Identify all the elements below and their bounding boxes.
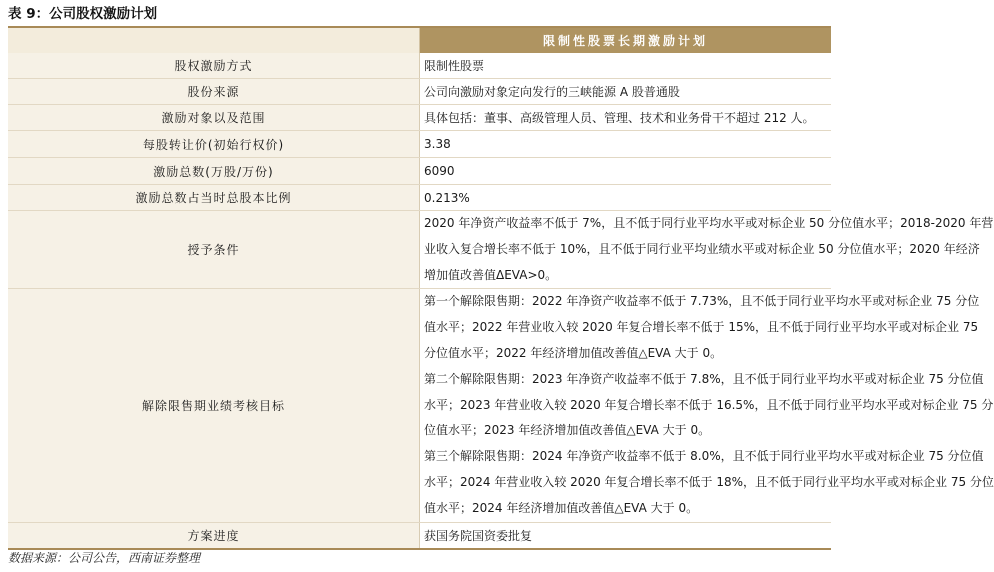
value-line: 位值水平；2023 年经济增加值改善值△EVA 大于 0。 <box>424 423 711 438</box>
value-line: 2020 年净资产收益率不低于 7%，且不低于同行业平均水平或对标企业 50 分位值水平；2018-2020 年营 <box>424 216 994 230</box>
row-value: 3.38 <box>420 131 832 158</box>
value-line: 第一个解除限售期：2022 年净资产收益率不低于 7.73%，且不低于同行业平均水平或对标企业 75 分位 <box>424 294 980 309</box>
value-line: 值水平；2024 年经济增加值改善值△EVA 大于 0。 <box>424 500 699 515</box>
row-label: 激励总数占当时总股本比例 <box>8 185 420 211</box>
row-value: 公司向激励对象定向发行的三峡能源 A 股普通股 <box>420 79 832 105</box>
table-header: 限制性股票长期激励计划 <box>420 28 832 53</box>
row-value: 获国务院国资委批复 <box>420 522 832 549</box>
table-row <box>8 158 831 185</box>
value-line: 增加值改善值ΔEVA>0。 <box>424 267 558 282</box>
header-blank-cell <box>8 28 420 53</box>
value-line: 水平；2023 年营业收入较 2020 年复合增长率不低于 16.5%，且不低于同行业平均水平或对标企业 75 分 <box>424 397 994 412</box>
row-label: 每股转让价(初始行权价) <box>8 131 420 158</box>
value-line: 第二个解除限售期：2023 年净资产收益率不低于 7.8%，且不低于同行业平均水平或对标企业 75 分位值 <box>424 371 984 386</box>
row-value <box>420 289 994 522</box>
row-label: 授予条件 <box>8 211 420 289</box>
incentive-plan-table <box>8 28 994 550</box>
row-label: 激励对象以及范围 <box>8 105 420 131</box>
table-row <box>8 185 831 211</box>
value-line: 业收入复合增长率不低于 10%，且不低于同行业平均业绩水平或对标企业 50 分位值水平；2020 年经济 <box>424 241 980 256</box>
row-label: 方案进度 <box>8 522 420 549</box>
table-row <box>8 79 831 105</box>
row-value: 0.213% <box>420 185 832 211</box>
row-value: 6090 <box>420 158 832 185</box>
row-label: 激励总数(万股/万份) <box>8 158 420 185</box>
row-value: 限制性股票 <box>420 53 832 79</box>
row-label: 股份来源 <box>8 79 420 105</box>
value-line: 水平；2024 年营业收入较 2020 年复合增长率不低于 18%，且不低于同行业平均水平或对标企业 75 分位 <box>424 474 994 489</box>
table-row <box>8 131 831 158</box>
row-label: 解除限售期业绩考核目标 <box>8 289 420 522</box>
value-line: 值水平；2022 年营业收入较 2020 年复合增长率不低于 15%，且不低于同行业平均水平或对标企业 75 <box>424 320 979 335</box>
table-row <box>8 105 831 131</box>
row-label: 股权激励方式 <box>8 53 420 79</box>
value-line: 第三个解除限售期：2024 年净资产收益率不低于 8.0%，且不低于同行业平均水平或对标企业 75 分位值 <box>424 449 984 464</box>
table-row <box>8 289 831 522</box>
table-row <box>8 53 831 79</box>
table-row <box>8 211 831 289</box>
table-header-row <box>8 28 831 53</box>
table-caption: 表 9：公司股权激励计划 <box>8 6 158 22</box>
source-note: 数据来源：公司公告，西南证券整理 <box>8 551 201 565</box>
row-value: 具体包括：董事、高级管理人员、管理、技术和业务骨干不超过 212 人。 <box>420 105 832 131</box>
row-value <box>420 211 994 289</box>
value-line: 分位值水平；2022 年经济增加值改善值△EVA 大于 0。 <box>424 345 723 360</box>
table-row <box>8 522 831 549</box>
